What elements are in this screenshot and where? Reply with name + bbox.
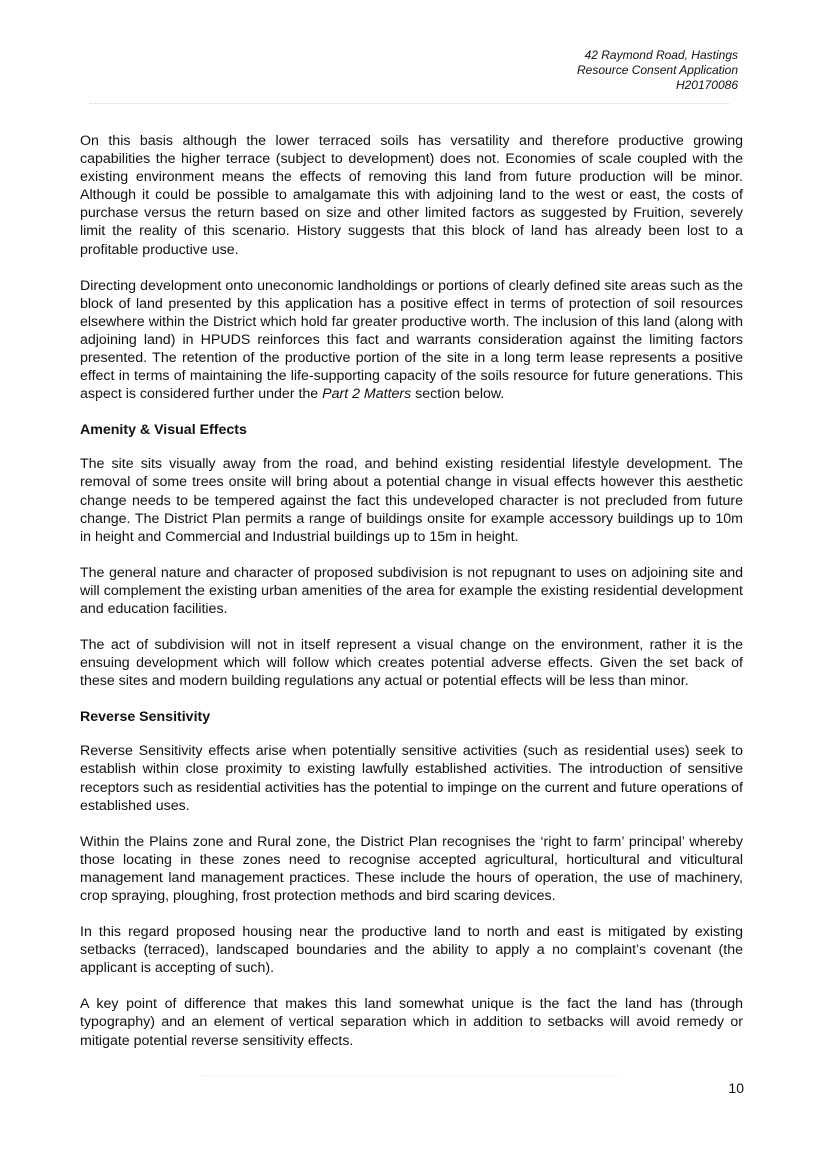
document-header: [577, 48, 738, 93]
paragraph-general-nature: The general nature and character of proposed subdivision is not repugnant to uses on adjoining site and will complement the existing urban amenities of the area for example the existing residential development and education facilities.: [80, 564, 743, 617]
paragraph-right-to-farm: Within the Plains zone and Rural zone, the District Plan recognises the ‘right to farm’ principal’ whereby those locating in these zones need to recognise accepted agricultural, horticultural and viticultural management land management practices. These include the hours of operation, the use of machinery, crop spraying, ploughing, frost protection methods and bird scaring devices.: [80, 833, 743, 904]
header-doc-type: Resource Consent Application: [577, 63, 738, 77]
paragraph-directing-development: [80, 277, 743, 404]
heading-reverse-sensitivity: Reverse Sensitivity: [80, 709, 211, 726]
paragraph-key-point: A key point of difference that makes this land somewhat unique is the fact the land has (through typography) and an element of vertical separation which in addition to setbacks will avoid remedy or mitigate potential reverse sensitivity effects.: [80, 996, 743, 1049]
paragraph-text: section below.: [411, 386, 505, 403]
paragraph-italic-ref: Part 2 Matters: [322, 386, 412, 403]
header-divider: [90, 103, 730, 104]
document-body: [80, 132, 743, 1068]
paragraph-housing-mitigation: In this regard proposed housing near the productive land to north and east is mitigated by existing setbacks (terraced), landscaped boundaries and the ability to apply a no complaint’s covenant (the applicant is accepting of such).: [80, 924, 743, 977]
paragraph-productive-soils: On this basis although the lower terraced soils has versatility and therefore productive growing capabilities the higher terrace (subject to development) does not. Economies of scale coupled with the existing environment means the effects of removing this land from future production will be minor. Although it could be possible to amalgamate this with adjoining land to the west or east, the costs of purchase versus the return based on size and other limited factors as suggested by Fruition, severely limit the reality of this scenario. History suggests that this block of land has already been lost to a profitable productive use.: [80, 133, 743, 258]
header-reference: H20170086: [675, 78, 738, 92]
paragraph-reverse-sensitivity-effects: Reverse Sensitivity effects arise when potentially sensitive activities (such as residential uses) seek to establish within close proximity to existing lawfully established activities. The introduction of sensitive receptors such as residential activities has the potential to impinge on the current and future operations of established uses.: [80, 743, 743, 814]
paragraph-site-visual: The site sits visually away from the road, and behind existing residential lifestyle development. The removal of some trees onsite will bring about a potential change in visual effects however this aesthetic change needs to be tempered against the fact this undeveloped character is not precluded from future change. The District Plan permits a range of buildings onsite for example accessory buildings up to 10m in height and Commercial and Industrial buildings up to 15m in height.: [80, 456, 743, 545]
heading-amenity-visual: Amenity & Visual Effects: [80, 422, 247, 439]
footer-divider: [200, 1075, 620, 1076]
paragraph-act-of-subdivision: The act of subdivision will not in itself represent a visual change on the environment, rather it is the ensuing development which will follow which creates potential adverse effects. Given the set back of these sites and modern building regulations any actual or potential effects will be less than minor.: [80, 637, 743, 690]
header-address: 42 Raymond Road, Hastings: [584, 48, 738, 62]
page-number: 10: [728, 1080, 744, 1096]
paragraph-text: Directing development onto uneconomic landholdings or portions of clearly defined site areas such as the block of land presented by this application has a positive effect in terms of protection of soil resources elsewhere within the District which hold far greater productive worth. The inclusion of this land (along with adjoining land) in HPUDS reinforces this fact and warrants consideration against the limiting factors presented. The retention of the productive portion of the site in a long term lease represents a positive effect in terms of maintaining the life-supporting capacity of the soils resource for future generations. This aspect is considered further under the: [80, 277, 743, 403]
